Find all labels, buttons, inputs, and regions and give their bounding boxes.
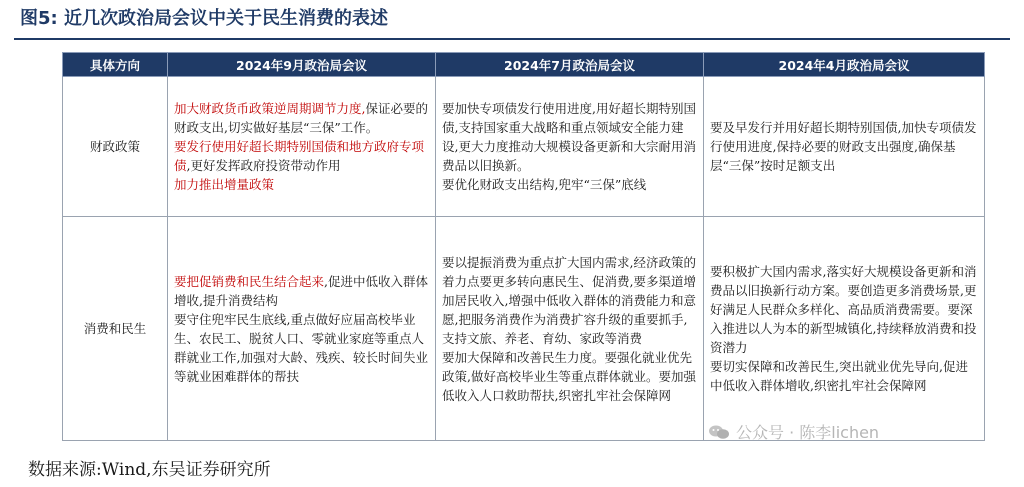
watermark-text: 公众号 · 陈李lichen (736, 423, 880, 442)
sep-text: ,促进中低收入群体增收,提升消费结构 (174, 273, 428, 308)
jul-text: 要优化财政支出结构,兜牢“三保”底线 (442, 177, 647, 192)
apr-text: 要切实保障和改善民生,突出就业优先导向,促进中低收入群体增收,织密扎牢社会保障网 (710, 359, 968, 393)
source-note: 数据来源:Wind,东吴证券研究所 (28, 460, 271, 480)
jul-text: 要以提振消费为重点扩大国内需求,经济政策的着力点要更多转向惠民生、促消费,要多渠道增加居民收入,增强中低收入群体的消费能力和意愿,把服务消费作为消费扩容升级的重要抓手,支持文旅、养老、育幼、家政等消费 (442, 254, 696, 346)
sep-text-highlight: 加力推出增量政策 (174, 177, 275, 192)
apr-cell (704, 77, 985, 217)
direction-cell: 消费和民生 (63, 217, 168, 441)
jul-text: 要加快专项债发行使用进度,用好超长期特别国债,支持国家重大战略和重点领域安全能力建设,更大力度推动大规模设备更新和大宗耐用消费品以旧换新。 (442, 101, 696, 173)
wechat-icon (708, 424, 730, 440)
jul-cell (436, 217, 704, 441)
sep-text: ,更好发挥政府投资带动作用 (186, 158, 341, 173)
figure-title: 图5: 近几次政治局会议中关于民生消费的表述 (20, 8, 388, 29)
header-direction: 具体方向 (63, 53, 168, 77)
sep-text: 要守住兜牢民生底线,重点做好应届高校毕业生、农民工、脱贫人口、零就业家庭等重点人群就业工作,加强对大龄、残疾、较长时间失业等就业困难群体的帮扶 (174, 311, 428, 384)
sep-text: 保证必要的财政支出,切实做好基层“三保”工作。 (174, 101, 428, 135)
apr-text: 要及早发行并用好超长期特别国债,加快专项债发行使用进度,保持必要的财政支出强度,确保基层“三保”按时足额支出 (710, 120, 977, 173)
policy-table (62, 52, 985, 441)
sep-text-highlight: 要发行使用好超长期特别国债和地方政府专项债 (174, 139, 425, 173)
jul-text: 要加大保障和改善民生力度。要强化就业优先政策,做好高校毕业生等重点群体就业。要加强低收入人口救助帮扶,织密扎牢社会保障网 (442, 349, 696, 403)
direction-cell: 财政政策 (63, 77, 168, 217)
header-sep-2024: 2024年9月政治局会议 (168, 53, 436, 77)
sep-cell (168, 217, 436, 441)
title-rule (14, 38, 1010, 40)
table-row-consumption-livelihood (63, 217, 985, 441)
apr-text: 要积极扩大国内需求,落实好大规模设备更新和消费品以旧换新行动方案。要创造更多消费场景,更好满足人民群众多样化、高品质消费需要。要深入推进以人为本的新型城镇化,持续释放消费和投资潜力 (710, 264, 977, 355)
sep-cell (168, 77, 436, 217)
header-jul-2024: 2024年7月政治局会议 (436, 53, 704, 77)
apr-cell (704, 217, 985, 441)
sep-text-highlight: 加大财政货币政策逆周期调节力度, (174, 101, 366, 116)
table-row-fiscal-policy (63, 77, 985, 217)
header-apr-2024: 2024年4月政治局会议 (704, 53, 985, 77)
jul-cell (436, 77, 704, 217)
table-header-row (63, 53, 985, 77)
sep-text-highlight: 要把促销费和民生结合起来 (174, 273, 325, 289)
watermark (708, 420, 879, 446)
